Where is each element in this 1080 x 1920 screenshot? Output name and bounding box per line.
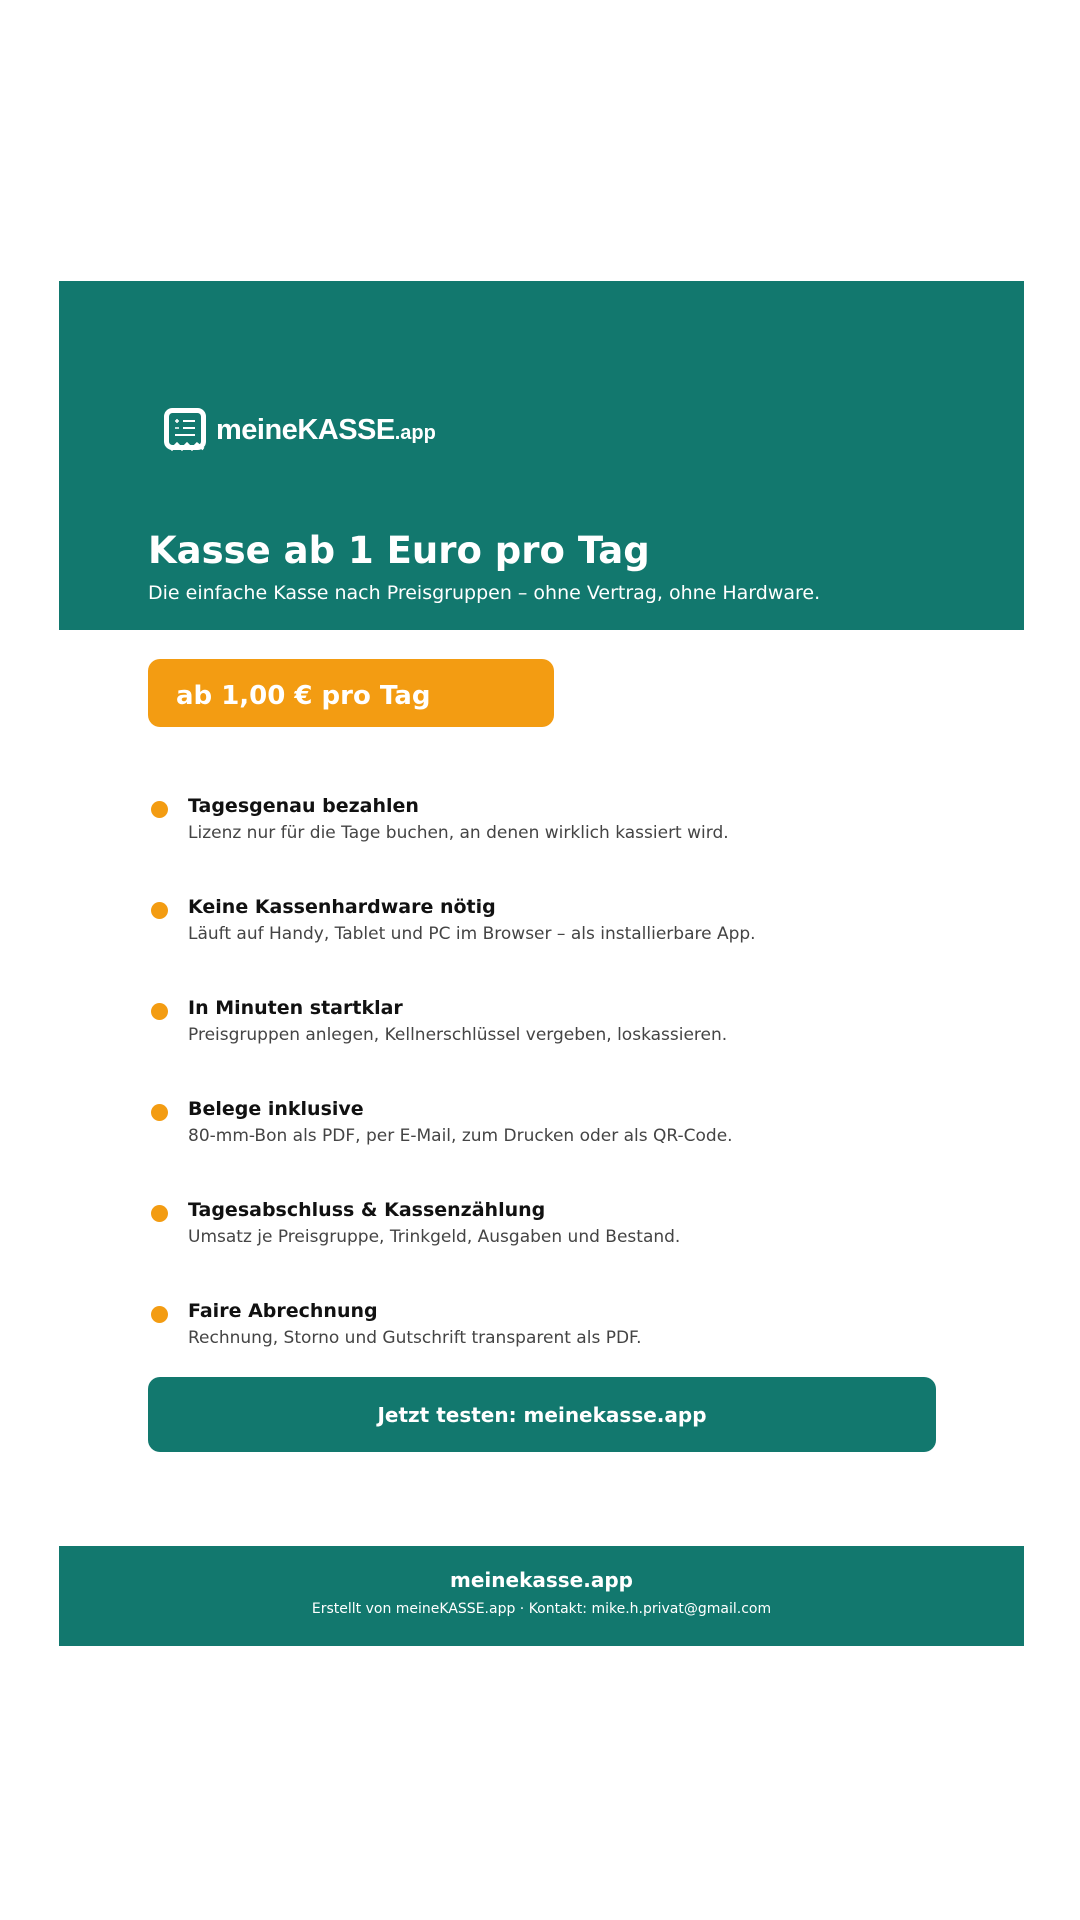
bullet-dot-icon (151, 801, 168, 818)
bullet-dot-icon (151, 902, 168, 919)
feature-item (148, 1199, 948, 1300)
brand-logo (164, 406, 436, 454)
logo-name: meineKASSE (216, 413, 395, 446)
bullet-dot-icon (151, 1104, 168, 1121)
bullet-dot-icon (151, 1306, 168, 1323)
page-subtitle: Die einfache Kasse nach Preisgruppen – ohne Vertrag, ohne Hardware. (148, 582, 821, 604)
feature-title: Belege inklusive (188, 1098, 364, 1120)
feature-description: Rechnung, Storno und Gutschrift transparent als PDF. (188, 1328, 642, 1348)
receipt-icon (164, 408, 206, 452)
footer-credit: Erstellt von meineKASSE.app · Kontakt: mike.h.privat@gmail.com (311, 1601, 772, 1617)
bullet-dot-icon (151, 1205, 168, 1222)
feature-title: In Minuten startklar (188, 997, 403, 1019)
bullet-dot-icon (151, 1003, 168, 1020)
feature-item (148, 795, 948, 896)
hero-banner (59, 281, 1024, 630)
feature-item (148, 1098, 948, 1199)
feature-title: Faire Abrechnung (188, 1300, 378, 1322)
price-badge-label: ab 1,00 € pro Tag (176, 681, 431, 711)
feature-item (148, 896, 948, 997)
footer (59, 1546, 1024, 1646)
cta-button[interactable]: Jetzt testen: meinekasse.app (148, 1377, 936, 1452)
feature-description: Preisgruppen anlegen, Kellnerschlüssel vergeben, loskassieren. (188, 1025, 728, 1045)
price-badge (148, 659, 554, 727)
logo-suffix: .app (394, 421, 436, 444)
feature-title: Tagesabschluss & Kassenzählung (188, 1199, 546, 1221)
logo-wordmark (216, 413, 436, 446)
feature-description: Läuft auf Handy, Tablet und PC im Browser – als installierbare App. (188, 924, 756, 944)
feature-list (148, 795, 948, 1401)
feature-description: Umsatz je Preisgruppe, Trinkgeld, Ausgaben und Bestand. (188, 1227, 681, 1247)
page-title: Kasse ab 1 Euro pro Tag (148, 529, 650, 572)
feature-item (148, 997, 948, 1098)
feature-title: Tagesgenau bezahlen (188, 795, 419, 817)
feature-description: 80-mm-Bon als PDF, per E-Mail, zum Drucken oder als QR-Code. (188, 1126, 733, 1146)
footer-site-name: meinekasse.app (450, 1568, 633, 1592)
feature-title: Keine Kassenhardware nötig (188, 896, 496, 918)
feature-description: Lizenz nur für die Tage buchen, an denen wirklich kassiert wird. (188, 823, 729, 843)
